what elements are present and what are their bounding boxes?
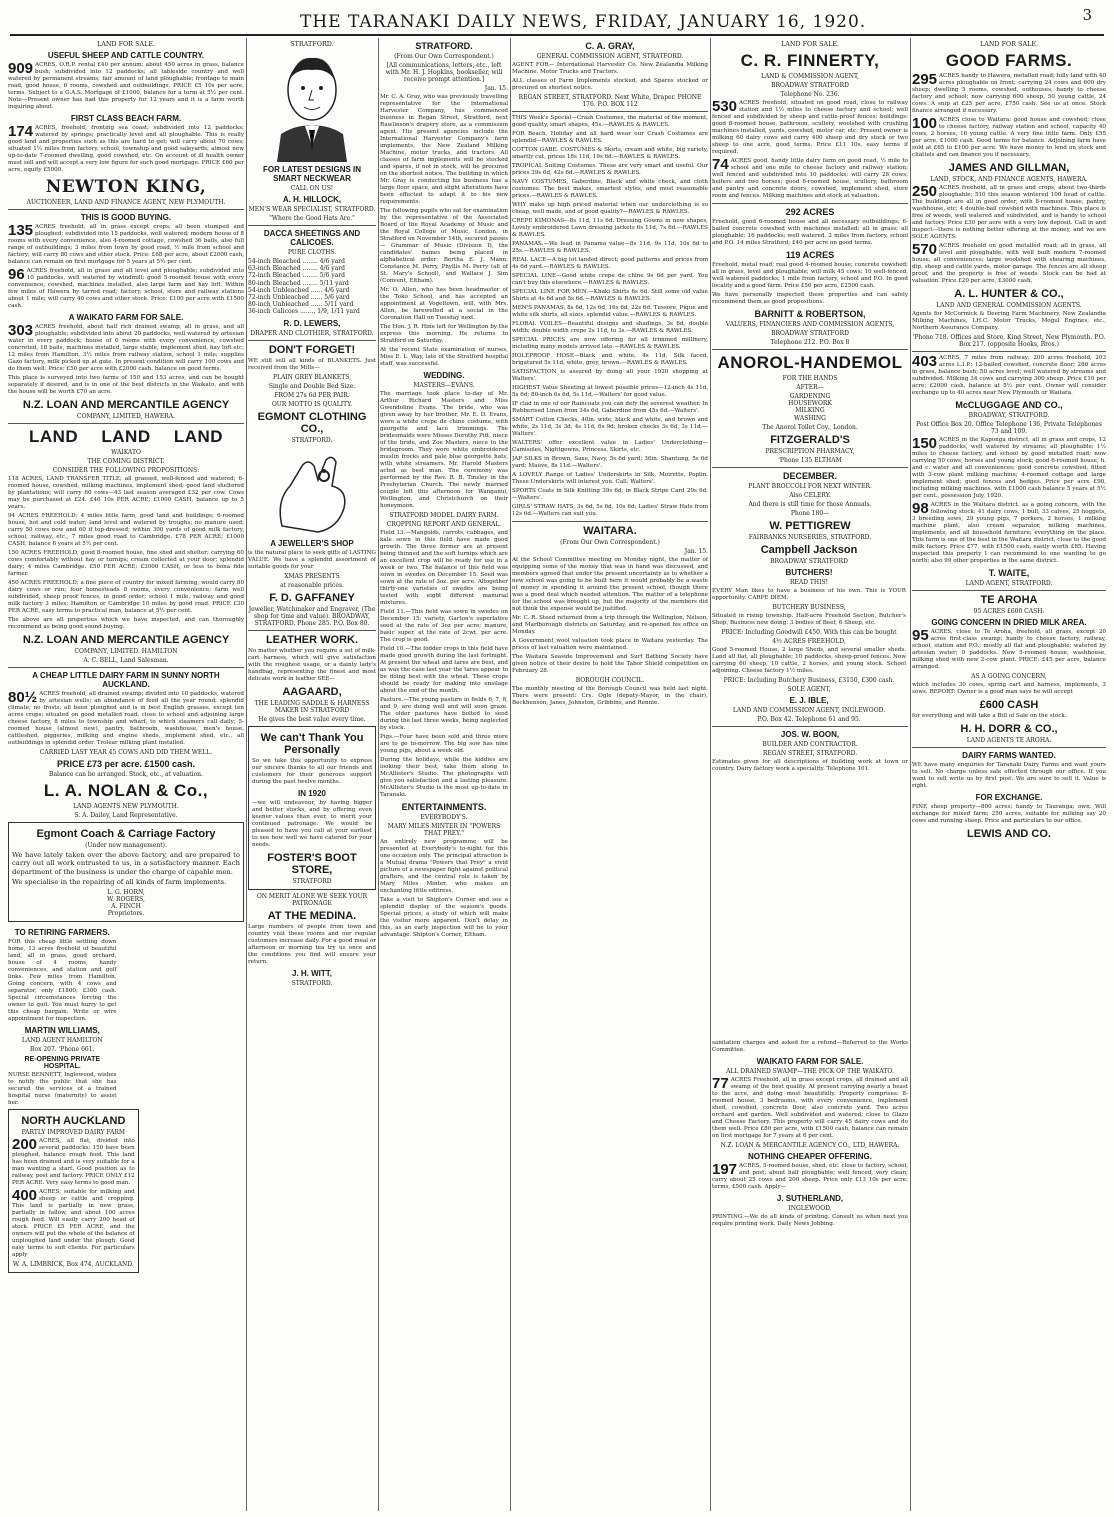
notice: FOR Beach, Holiday and all hard wear our Crash Costumes are splendid—RAWLES & RAWLES. (512, 131, 708, 144)
ad-subtitle: XMAS PRESENTS (284, 572, 340, 580)
divider (512, 111, 708, 112)
agent-subtitle: LAND, STOCK, AND FINANCE AGENTS, HAWERA. (930, 176, 1088, 183)
ad-text: Freehold, metal road; real good 4-roomed house; concrete cowshed; all in grass, level and ploughable; will milk 45 cows; 10 well-fenced, well watered paddocks; 1 mile from factory, school and P.O. In good locality and a good farm. Price £56 per acre, £2500 cash. (712, 262, 908, 289)
ad-text: which includes 30 cows, spring cart and harness, implements, 3 sows. REPORT: Owner is a good man says he will accept (912, 682, 1106, 695)
divider (8, 667, 244, 668)
ad-text: 150 ACRES in the Kaponga district, all in grass and crops, 12 paddocks, well watered by streams; all ploughable; 1½ miles to cheese factory, and school by good metalled road; now carrying 50 cows, horses and young stock; good 6-roomed house, h. and c. water and all conveniences; good concrete cowshed, fitted with 3-cow plant milking machine; 4-roomed cottage and large implement shed; good fences and hedges. Price per acre £90, including milking machines, with £1000 cash balance 5 years at 5½ per cent., possession July, 1920. (912, 435, 1106, 499)
ad-text: 174 ACRES, freehold, fronting sea coast; subdivided into 12 paddocks; watered by springs; practically level and all ploughable. This is really good land and properties such as this are hard to get; will carry about 70 cows; situated 1½ miles from factory, school, township and good saleyards; almost new up-to-date 7-roomed dwelling, good cowshed, etc. On account of ill health owner must sell and will accept a very low figure for such good mortgage. PRICE £60 per acre, equity £5000. (8, 123, 244, 173)
agent-subtitle: VALUERS, FINANCIERS AND COMMISSION AGENTS, (725, 321, 895, 328)
ad-heading: GOOD FARMS. (945, 51, 1073, 70)
agent-name: JOS. W. BOON, (780, 729, 840, 739)
article-paragraph: Pigs.—Four have been sold and three more are to go to-morrow. The big sow has nine young pigs, about a week old. (380, 734, 508, 754)
agent-subtitle: P.O. Box 42. Telephone 61 and 95. (757, 715, 861, 723)
notice: NAVY COSTUMES, Gaberdine, Black and white check, and cloth costumes. The best makes, smartest styles, and most reasonable prices.—RAWLES & RAWLES. (512, 179, 708, 199)
ad-heading: GOING CONCERN IN DRIED MILK AREA. (931, 618, 1087, 627)
ad-text: WE have many enquiries for Taranaki Dairy Farms and want yours to sell. No charge unless sale effected through our office. If you want to sell write us by first post. We are sure to sell it. Value is right. (912, 762, 1106, 789)
ad-text: —we will endeavour, by having bigger and better stocks, and by offering even keener values than ever, to merit your continued patronage. We would be pleased to have you call at your earliest to see how well we have catered for your needs. (252, 799, 372, 848)
ad-text: Good 5-roomed House, 2 large Sheds, and several smaller sheds. Land all flat, all ploughable; 10 paddocks, sheep-proof fences. Now carrying 60 sheep, 10 cattle, 2 horses, and young stock. School adjoining. Cheese factory 1½ miles. (712, 646, 906, 674)
agent-subtitle: BUILDER AND CONTRACTOR. (762, 740, 858, 748)
ad-text: for everything and will take a Bill of Sale on the stock. (912, 713, 1067, 719)
column-divider (378, 38, 379, 1511)
divider (912, 590, 1106, 591)
notice: SATISFACTION is assured by doing all your 1920 shopping at Walters'. (512, 369, 708, 382)
column-divider (246, 38, 247, 1511)
article-paragraph: The marriage took place to-day of Mr. Arthur Richard Masters and Miss Gwendoline Evans. The bride, who was given away by her brother, Mr. E. D. Evans, wore a white crepe de chine costume, with georgette and lace trimmings. The bridesmaids were Misses Dorothy Pitt, niece of the bride, and Zoe Masters, niece to the bridegroom. They wore white embroidered muslin frocks and pale blue georgette hats, with white streamers. Mr. Harold Masters acted as best man. The ceremony was performed by the Rev. R. B. Tinsley in the Presbyterian Church. The newly married couple left this afternoon for Wanganui, Wellington, and Christchurch on their honeymoon. (380, 391, 508, 509)
notice: THIS Week's Special—Crash Costumes, the material of the moment, good quality, smart shapes, 45s.—RAWLES & RAWLES. (512, 115, 708, 128)
agent-subtitle: STRATFORD (292, 877, 332, 885)
notice: SPECIAL PRICES are now offering for all trimmed millinery, including many models arrived late.—RAWLES & RAWLES. (512, 337, 708, 350)
agent-name: T. WAITE, (988, 568, 1030, 578)
column-4 (512, 38, 708, 1513)
ad-text: 530 ACRES freehold, situated on good road, close to railway station and 1½ miles to cheese factory and school; well fenced and subdivided by sheep and cattle-proof fences; buildings: good 8-roomed house, bathroom, scullery, woolshed with crushing machines installed, yards, cowshed, motor car, etc. Present owner is milking 60 dairy cows and carry 400 sheep and dry stock or two sheep to one acre, good terms. Price £11 10s, easy terms if required. (712, 98, 908, 155)
divider (512, 521, 708, 522)
agent-name: Campbell Jackson (760, 543, 858, 556)
ad-subtitle: 95 ACRES £600 CASH. (973, 608, 1045, 615)
notice: SMART Cotton Checks, 40in. wide, black and white, and brown and white, 2s 11d, 3s 3d, 4s 11d, 6s 9d; broken checks 3s 6d, 3s 11d.—Walters'. (512, 417, 708, 437)
note: [All communications, letters, etc., left with Mr. H. J. Hopkins, bookseller, will receive prompt attention.] (385, 62, 503, 83)
dateline: Jan. 15. (684, 548, 708, 555)
section-subheading: CROPPING REPORT AND GENERAL. (386, 521, 502, 528)
column-3 (380, 38, 508, 1513)
agent-name: N.Z. LOAN AND MERCANTILE AGENCY (22, 399, 230, 411)
agent-name: EGMONT CLOTHING CO., (257, 410, 367, 435)
ad-text: No matter whether you require a set of milk-cart harness, which will give satisfaction with the roughest usage, or a dainty lady's handbag, representing the finest and most delicate work in leather SEE— (248, 647, 376, 682)
ad-heading: DAIRY FARMS WANTED. (962, 751, 1056, 760)
ad-heading: LAND LAND LAND (28, 427, 224, 446)
ad-subtitle: READ THIS! (789, 578, 829, 586)
ad-subtitle: Phone 180— (790, 509, 830, 517)
notice: GIRLS' STRAW HATS, 3s 6d, 5s 6d, 10s 6d; Ladies' Straw Hats from 12s 6d.—Walters can suit you. (512, 504, 708, 517)
column-divider (510, 38, 511, 1511)
agent-subtitle: 'Phone 135 ELTHAM (778, 456, 842, 464)
ad-text: 150 ACRES FREEHOLD; good 8-roomed house, fine shed and shelter; carrying 60 cows comfortably without hay or turnips; cream collected at your door; splendid dairy; 4 miles Cambridge. £50 PER ACRE; £3000 CASH, or less to bona fide farmer. (8, 550, 244, 577)
ad-text: WE still sell all kinds of BLANKETS. Just received from the Mills— (248, 357, 376, 371)
agent-subtitle: LAND AND COMMISSION AGENT, INGLEWOOD. (732, 706, 886, 714)
ad-text: So we take this opportunity to express our sincere thanks to all our friends and customers for their generous support during the past twelve months. (252, 757, 372, 785)
agent-subtitle: Telephone 212. P.O. Box 8 (770, 339, 850, 346)
ad-subtitle: ALL DRAINED SWAMP—THE PICK OF THE WAIKATO. (712, 1068, 908, 1075)
ad-text: is the natural place to seek gifts of LASTING VALUE. We have a splendid assortment of suitable goods for your (248, 549, 376, 570)
ad-text: Agents for McCormick & Deering Farm Machinery, New Zealandia Milking Machines, I.H.C. Motor Trucks, Mogul Engines, etc., Northern Assurance Company. (912, 311, 1106, 331)
article-paragraph: The monthly meeting of the Borough Council was held last night. There were present: Crs. Ogle (deputy-Mayor, in the chair), Beckhenson, Janes, Johnston, Gribbins, and Rennie. (512, 686, 708, 706)
ad-text: Estimates given for all descriptions of building work at town or country. Dairy factory work a speciality. Telephone 101. (712, 758, 908, 772)
agent-name: L. A. NOLAN & Co., (43, 781, 209, 800)
article-paragraph: Field 11.—This field was sown in swedes on December 15; variety, Garton's superlative seed at the rate of 3oz per acre; manure, basic super, at the rate of 2cwt. per acre. The crop is good. (380, 609, 508, 643)
ad-subtitle: PLAIN GREY BLANKETS, (272, 373, 352, 381)
ad-subtitle: CALL ON US! (290, 185, 334, 192)
north-auckland-ad (8, 1109, 139, 1273)
article-paragraph: The Waitara Seaside Improvement and Surf Bathing Society have given notice of their desire to hold the Tabor Shield competition on February 28. (512, 654, 708, 674)
ad-subtitle: ON MERIT ALONE WE SEEK YOUR PATRONAGE (256, 892, 368, 907)
section-subheading: MASTERS—EVANS. (413, 382, 475, 389)
ad-note: We have personally inspected these properties and can safely recommend them as good propositions. (712, 292, 908, 305)
agent-subtitle: S. A. Dailey, Land Representative. (74, 812, 178, 819)
notice: MEN'S PANAMAS, 8s 6d, 12s 6d, 16s 6d, 22s 6d. Tussore, Pique and white silk shirts, all sizes, splendid value.—RAWLES & RAWLES. (512, 305, 708, 318)
ad-heading: FOR LATEST DESIGNS IN SMART NECKWEAR (262, 165, 362, 183)
agent-subtitle: LAND AGENT HAMILTON (21, 1037, 103, 1045)
ad-heading: LEATHER WORK. (265, 633, 359, 646)
article-paragraph: Field 10.—The fodder crops in this field have made good growth during the last fortnight. At present the wheat and tares are best, and as was the case last year the tares appear to be doing best with the wheat. These crops should be ready for making into ensilage about the end of the month. (380, 646, 508, 694)
agent-name: R. D. LEWERS, (283, 318, 341, 328)
section-subheading: STRATFORD MODEL DAIRY FARM. (389, 512, 499, 519)
ad-text: EVERY Man likes to have a business of his own. This is YOUR opportunity. CARPE DIEM. (712, 587, 906, 601)
column-1 (8, 38, 244, 1513)
byline: (From Our Own Correspondent.) (560, 539, 660, 546)
ad-text: 95 ACRES, close to Te Aroha, freehold, all grass, except 20 acres first-class swamp; handy to cheese factory, railway, school, station and P.O.; mostly all flat and ploughable; watered by artesian water; 9 paddocks. New 5-roomed house, washhouse, milking shed with new 2-cow plant. PRICE: £45 per acre, balance arranged. (912, 627, 1106, 670)
ad-heading: TE AROHA (980, 594, 1038, 606)
agent-name: FITZGERALD'S (770, 433, 850, 446)
ad-text: PRINTING.—We do all kinds of printing. Consult us when next you require printing work. Daily News Jobbing. (712, 1214, 908, 1227)
notice: WALTERS' offer excellent value in Ladies' Underclothing—Camisoles, Nightgowns, Princess, Skirts, etc. (512, 440, 708, 453)
bottom-ads (8, 925, 244, 1273)
retiring-ad (8, 925, 117, 1109)
ad-text: We have lately taken over the above factory, and are prepared to carry out all work entrusted to us, in a satisfactory manner. Each department of the business is under the charge of capable men. (12, 851, 240, 876)
divider (712, 349, 908, 350)
agent-subtitle: Box 207. 'Phone 661. (30, 1046, 95, 1054)
ad-text: 100 ACRES close to Waitara; good house and cowshed; close to cheese factory, railway station and school, capacity 40 cows, 2 horses, 16 young cattle. A very fine little farm. Only £55 per acre, £1000 cash. Good terms for balance. Adjoining farm have sold at £65 to £100 per acre. We have money to lend on stock and chattels and can finance you if necessary. (912, 115, 1106, 158)
section-caption: STRATFORD. (290, 40, 334, 48)
agent-name: W. PETTIGREW (769, 519, 851, 532)
section-subheading: BOROUGH COUNCIL. (575, 677, 645, 684)
ad-text: 135 ACRES freehold, all in grass except crops; all been stumped and ploughed; subdivided into 15 paddocks, well watered; modern house of 8 rooms with every convenience, also 4-roomed cottage, cowshed 36 bails, also full range of outbuildings; 3 miles from town by good road, ½ mile from school and factory; will carry 80 cows and other stock. Price: £68 per acre, about £2000 cash, balance can remain on first mortgage for 5 years at 5½ per cent. (8, 222, 244, 265)
ad-text: 77 ACRES Freehold, all in grass except crops, all drained and all swamp of the best quality. At present carrying nearly a beast to the acre, and doing most beautifully. Property comprises: 8-roomed house, 3 bedrooms, with every convenience, implement shed, cowshed, concrete floor, also concrete yard. Two acres orchard and garden. Well subdivided and watered; close to Glazo and Cheese Factory. This property will carry 45 dairy cows and do them well. Price £80 per acre, with £1500 cash, balance can remain on first mortgage for 7 years at 6 per cent. (712, 1075, 908, 1139)
ad-subtitle: FROM 27s 6d PER PAIR. (274, 391, 350, 399)
agent-name: E. J. IBLE, (789, 695, 829, 705)
ad-subtitle: PRICE: Including Goodwill £450. With this can be bought (721, 628, 897, 636)
ad-subtitle: Balance can be arranged. Stock, etc., at valuation. (49, 771, 203, 778)
ad-heading: DACCA SHEETINGS AND CALICOES. (263, 229, 361, 247)
ad-heading: NORTH AUCKLAND (21, 1115, 126, 1128)
ad-text: 197 ACRES, 5-roomed house, shed, etc. close to factory, school, and post; about half ploughable; well fenced, very clean; carry about 25 cows and 200 sheep. Price only £13 10s per acre; terms, £500 cash. Apply— (712, 1161, 908, 1190)
section-caption: LAND FOR SALE. (979, 40, 1039, 48)
ad-subtitle: PURE CLOTHS. (287, 249, 337, 256)
ad-text: 96 ACRES freehold, all in grass and all level and ploughable; subdivided into 10 paddocks, well watered by windmill; good 5-roomed house with every convenience, cowshed, machines installed, also large farm and hay loft. Within few miles of Hawera by tarred road; factory, school, store and railway stations about 1 mile; will carry 40 cows and other stock. Price: £100 per acre with £1500 cash. (8, 266, 244, 309)
divider (8, 423, 244, 424)
ad-subtitle: at reasonable prices. (280, 581, 344, 589)
article-paragraph: Mr. O. Allen, who has been headmaster of the Toko School, and has accepted an appointment at Vogeltown, will, with Mrs. Allen, be farewelled at a social in the Coronation Hall on Tuesday next. (380, 287, 508, 321)
article-paragraph: Pasture.—The young pasture in fields 6, 7, 8, and 9, are doing well and will soon graze. The older pastures have bolted to seed during the last three weeks, being neglected by stock. (380, 697, 508, 731)
agent-address: REGAN STREET, STRATFORD. Next White, Draper. PHONE 176. P.O. BOX 112 (518, 94, 702, 108)
section-heading: ENTERTAINMENTS. (401, 802, 487, 812)
divider (248, 225, 376, 226)
ad-text: 303 ACRES freehold, about half rich drained swamp, all in grass, and all ploughable; subdivided into about 20 paddocks, well watered by artesian water in every paddock; house of 6 rooms with every convenience, cowshed concreted, 18 bails, machines installed, large stable, implement shed, hay loft etc; 12 miles from Hamilton, 3½ miles from railway station, school 1 mile; supplies Gazo factory, milk picked up at gate. In present condition will carry 100 cows and do them well. Price: £50 per acre with £2000 cash, balance on good terms. (8, 322, 244, 372)
ad-subtitle: PLANT BROCCOLI FOR NEXT WINTER. (748, 482, 872, 490)
divider (712, 467, 908, 468)
column-6-lower (712, 544, 906, 723)
ad-heading: TO RETIRING FARMERS. (14, 928, 110, 938)
agent-name: McCLUGGAGE AND CO., (955, 400, 1063, 410)
byline: (From Our Own Correspondent.) (394, 53, 494, 60)
agent-subtitle: "Where the Good Hats Are." (269, 215, 355, 222)
agent-subtitle: BROADWAY STRATFORD (770, 557, 848, 565)
agent-subtitle: BROADWAY, STRATFORD. (968, 412, 1050, 419)
ad-subtitle: (Under new management). (85, 842, 167, 849)
divider (712, 203, 908, 204)
column-divider (910, 38, 911, 1511)
price-line: £600 CASH (979, 699, 1039, 711)
ad-heading: A JEWELLER'S SHOP (270, 538, 354, 548)
ad-subtitle: SOLE AGENT, (787, 685, 831, 693)
agent-subtitle: FAIRBANKS NURSERIES, STRATFORD. (748, 533, 872, 541)
agent-subtitle: LAND AGENTS TE AROHA. (966, 737, 1052, 744)
ad-text: AGENT FOR— International Harvester Co. New Zealandia Milking Machine. Motor Trucks and Tractors. (512, 62, 708, 75)
section-caption: LAND FOR SALE. (96, 40, 156, 48)
agent-subtitle: STRATFORD. (291, 436, 333, 444)
ad-subtitle: OUR MOTTO IS QUALITY. (271, 400, 353, 408)
ad-subtitle: CARRIED LAST YEAR 45 COWS AND DID THEM WELL. (39, 749, 213, 756)
section-heading: WAITARA. (583, 525, 637, 537)
agent-subtitle: REGAN STREET, STRATFORD. (762, 749, 858, 757)
ad-subtitle: AFTER— (796, 384, 824, 391)
agent-subtitle: COMPANY, LIMITED. HAMILTON (74, 648, 178, 655)
divider (248, 630, 376, 631)
article-paragraph: sanitation charges and asked for a refund—Referred to the Works Committee. (712, 1040, 908, 1053)
ad-text: 98 ACRES in the Waitara district, as a going concern, with the following stock: 41 dairy cows, 1 bull, 33 calves, 25 hoggets, 3 breeding sows, 29 young pigs, 7 porkers, 2 horses, 1 milking machine plant, also cream separator, milking machines, implements, and all household furniture; everything on the place. This farm is one of the best in the Waitara district, close to the good milk factory. Price £77, with £1500 cash, easily worth £85. Having inspected this property I can recommend to one wanting to go north; also 99 other properties in the same district. (912, 500, 1106, 564)
column-divider (710, 38, 711, 1511)
notice: HOLEPROOF HOSE—Black and white, 4s 11d, Silk faced, brigatured 5s 11d, white, grey, brown.—RAWLES & RAWLES. (512, 353, 708, 366)
cloth-price-list: 54-inch Bleached ........ 4/6 yard 63-inch Bleached ........ 4/6 yard 72-inch Bleached ........ 5/6 yard 80-inch Bleached ........ 5/11 yard 54-inch Unbleached ...... 4/6 yard 72-inch Unbleached ...... 5/6 yard 80-inch Unbleached ...... 5/11 yard 36-inch Calicoes ........ 1/9, 1/11 yard (248, 258, 360, 316)
article-paragraph: The Hon. J. R. Hine left for Wellington by the express this morning. He returns to Stratford on Saturday. (380, 324, 508, 344)
ad-note: The above are all properties which we have inspected, and can thoroughly recommend as being good sound buying. (8, 617, 244, 630)
page-number: 3 (1082, 6, 1092, 24)
ad-text: 400 ACRES, suitable for milking and sheep or cattle and cropping. This land is partially in new grass, partially in fallow, and about 100 acres rough feed. Will easily carry 200 head of stock. PRICE £5 PER ACRE, and the owners will put the whole of the balance of unploughed land under the plough. Good easy terms to suit clients. For particulars apply (12, 1187, 135, 1259)
masthead (0, 4, 1114, 32)
ad-subtitle: THE COMING DISTRICT. (87, 458, 165, 465)
agent-subtitle: GENERAL COMMISSION AGENT, STRATFORD. (536, 53, 684, 60)
notice: WHY make up high priced material when our underclothing is so cheap, well made, and of good quality?—RAWLES & RAWLES. (512, 202, 708, 215)
agent-name: J. SUTHERLAND, (712, 1194, 908, 1203)
ad-text: NURSE BENNETT, Inglewood, wishes to notify the public that she has secured the services of a trained hospital nurse (maternity) to assist her. (8, 1072, 117, 1107)
agent-name: F. D. GAFFANEY (269, 591, 355, 604)
agent-name: AAGAARD, (282, 685, 342, 698)
ad-text: 909 ACRES, O.R.P. rental £40 per annum; about 450 acres in grass, balance bush; subdivided into 12 paddocks; all tableside country and well watered by permanent streams; fair amount of land ploughable; frontage to main road, good house, 6 rooms, cowshed and outbuildings. PRICE £5 10s per acre, terms. Subject to a G.A.S. Mortgage of £1000, balance for a term at 5½ per cent. Note—Present owner has had this property for 12 years and it is a farm worth inquiring about. (8, 60, 244, 110)
agent-name: BARNITT & ROBERTSON, (754, 309, 866, 319)
divider (248, 340, 376, 341)
article-paragraph: Mr. C. A. Gray, who was previously travelling representative for the International Harvester Company, has commenced business in Regan Street, Stratford, next Rawlinson's drapery store, as a commission agent. His present agencies include the International Harvester Company's farm implements, the New Zealand Milking Machine, motor trucks, and tractors. All classes of farm implements will be stocked and spares, if not in stock, will be procured on the shortest notice. The building in which Mr. Gray is conducting his business has a large floor space, and slight alterations have been effected to adapt it to his new requirements. (380, 94, 508, 205)
notice: JAP SILKS in Brown, Saxe, Navy, 5s 6d yard; 36in. Shantung, 5s 6d yard; Mauve, 8s 11d.—Walters'. (512, 456, 708, 469)
agent-subtitle: INGLEWOOD. (712, 1205, 908, 1212)
ad-heading: ANOROL-HANDEMOL (717, 353, 903, 372)
divider (8, 209, 244, 210)
ad-text: 74 ACRES good, handy little dairy farm on good road, ½ mile to school and one mile to cheese factory and railway station; well fenced and subdivided into 10 paddocks; will carry 28 cows; heifers and two horses; good 6-roomed house, scullery, bathroom and pantry and concrete doors, cowshed, implement shed, store room and fences. Milking machines and stock at valuation. (712, 156, 908, 199)
section-caption: LAND FOR SALE. (780, 40, 840, 48)
ad-text: ALL classes of Farm Implements stocked, and Spares stocked or procured on shortest notice. (512, 78, 708, 91)
agent-name: W. A. LIMBRICK, Box 474, AUCKLAND. (12, 1261, 134, 1269)
article-paragraph: At the recent State examination of nurses, Miss E. L. Way, late of the Stratford hospital staff, was successful. (380, 347, 508, 367)
article-paragraph: During the holidays, while the kiddies are looking their best, take them along to McAllister's Studio. The photographs will give you satisfaction and a lasting pleasure. McAllister's Studio is the most up-to-date in Taranaki. (380, 757, 508, 798)
ad-heading: WAIKATO FARM FOR SALE. (712, 1057, 908, 1066)
column-2 (248, 38, 376, 1513)
notice: SPECIAL LINE—Good white crepe de chine 9s 6d per yard. You can't buy this elsewhere.—RAWLES & RAWLES. (512, 273, 708, 286)
agent-subtitle: STRATFORD. (291, 979, 333, 987)
ad-heading: USEFUL SHEEP AND CATTLE COUNTRY. (47, 51, 205, 60)
agent-subtitle: MEN'S WEAR SPECIALIST, STRATFORD. (248, 206, 376, 213)
drapery-notices (512, 115, 708, 518)
ad-text: FOR this cheap little settling down home, 13 acres freehold of beautiful land, all in grass, good orchard, house of 4 rooms, handy conveniences, and station and golf links. Few miles from Hamilton. Going concern, with 4 cows and separator, only £1800; £300 cash. Special circumstances forcing the owner to quit. You must hurry to get this cheap bargain. Write or wire appointment for inspection. (8, 939, 117, 1023)
ad-subtitle: BUTCHERY BUSINESS, (772, 603, 846, 611)
ad-heading: FOR EXCHANGE. (975, 793, 1043, 802)
foster-boot-ad (248, 726, 376, 890)
price-line: PRICE £73 per acre. £1500 cash. (56, 759, 196, 769)
ad-text: 200 ACRES, all flat, divided into several paddocks; 150 have been ploughed, balance rough feed. This land has been drained and is very suitable for a man wanting a start. Good position as to railway, post and factory. PRICE ONLY £12 PER ACRE. Very easy terms to good man. (12, 1136, 135, 1187)
agent-subtitle: LAND & COMMISSION AGENT, (760, 73, 860, 80)
notice: IF clad in one of our Raincoats you can defy the severest weather. In Rubberised Linen from 34s 6d, Gaberdine from 45s 6d.—Walters'. (512, 401, 708, 414)
article-paragraph: Take a visit to Shipton's Corner and see a splendid display of the season's goods. Special prices, a study of which will make the visitor more apparent. Don't delay in this, as an early inspection will be to your advantage. Shipton's Corner, Eltham. (380, 897, 508, 938)
section-heading: STRATFORD. (415, 41, 473, 51)
agent-name: C. R. FINNERTY, (740, 51, 880, 70)
agent-name: N.Z. LOAN AND MERCANTILE AGENCY (22, 634, 230, 646)
divider (912, 351, 1106, 352)
agent-name: NEWTON KING, (45, 177, 207, 197)
ad-note: This place is surveyed into two farms of 150 and 153 acres, and can be bought separately if desired, and is in one of the best districts in the Waikato, and with the house will be worth £70 an acre. (8, 375, 244, 395)
column-5-lower (712, 1040, 908, 1513)
notice: SPECIAL LINE FOR MEN.—Khaki Shirts 6s 6d. Still some old value Shirts at 4s 6d and 5s 6d.—RAWLES & RAWLES. (512, 289, 708, 302)
notice: REAL LACE—A big lot landed direct; good patterns and prices from 4s 6d yard.—RAWLES & RAWLES. (512, 257, 708, 270)
ad-text: 570 ACRES freehold on good metalled road; all in grass, all level and ploughable, with well built modern 7-roomed house, all conveniences; large woolshed with shearing machines, dip, sheep and cattle yards, motor garage. The fences are all sheep proof, and the property is free of weeds. Stock can be had at valuation. Price £20 per acre, £3000 cash. (912, 241, 1106, 284)
ad-subtitle: PARTLY IMPROVED DAIRY FARM (21, 1129, 126, 1137)
ad-subtitle: The Anorol Toilet Coy., London. (762, 423, 858, 431)
ad-heading: 119 ACRES (785, 250, 835, 260)
masthead-title: THE TARANAKI DAILY NEWS, FRIDAY, JANUARY 16, 1920. (300, 12, 867, 32)
man-portrait-illustration (267, 50, 357, 162)
ad-text: 94 ACRES FREEHOLD; 4 miles little farm, good land and buildings; 6-roomed house, hot and cold water; land level and watered by troughs; no manure used; carry 50 cows now and 60 if top-dressed; within 300 yards of good milk factory, school, railway, etc., 7 miles good road to Cambridge. £78 PER ACRE; £1000 CASH, balance 6 years at 5½ per cent. (8, 513, 244, 547)
article-paragraph: A Government wool valuation took place in Waitara yesterday. The prices of last valuation were maintained. (512, 638, 708, 651)
agent-subtitle: Telephone No. 236. (780, 91, 840, 98)
notice: SPORTS Coats in Silk Knitting 39s 6d; in Black Stripe Card 29s 6d.—Walters'. (512, 488, 708, 501)
article-paragraph: An entirely new programme will be presented at Everybody's to-night for this one occasion only. The principal attraction is a Mutual drama "Powers that Prey" a vivid picture of a newspaper fight against political grafters, and the central role is taken by Mary Miles Minter, who makes an enchanting little editress. (380, 839, 508, 894)
notice: HIGHEST Value Sheeting at lowest possible prices—12-inch 4s 11d, 5s 6d; 80-inch 6s 6d, 5s 11d.—Walters' for good value. (512, 385, 708, 398)
section-heading: WEDDING. (423, 371, 465, 380)
ad-text: 250 ACRES freehold, all in grass and crops, about two-thirds ploughable; 510 this season wintered 100 head of cattle. The buildings are all in good order, with 8-roomed house, pantry, washhouse, etc; 4 double-bail cowshed with machines. This place is free of weeds, well watered and subdivided, and is handy to school and factory. Price £30 per acre with a very low deposit. Call in and inspect—there is nothing better offering at the money, and we are SOLE AGENTS. (912, 183, 1106, 240)
ad-text: 295 ACRES handy to Hawera, metalled road; hilly land with 40 acres ploughable on front; carrying 24 cows and 600 dry sheep; dwelling 5 rooms, cowshed, outhouses, handy to cheese factory and school; now carrying 600 sheep, 50 young cattle, 24 cows. A snip at £25 per acre, £750 cash. See us at once. Stock finance arranged if necessary. (912, 71, 1106, 114)
ad-text: We specialise in the repairing of all kinds of farm implements. (12, 878, 227, 887)
ad-heading: A CHEAP LITTLE DAIRY FARM IN SUNNY NORTH AUCKLAND. (32, 671, 220, 689)
divider (712, 726, 908, 727)
notice: CREPE KIMONAS—8s 11d, 11s 6d. Dressing Gowns in new shapes, Lovely embroidered Lawn dressing jackets 6s 11d, 7s 6d.—RAWLES & RAWLES. (512, 218, 708, 238)
article-paragraph: Mr. C. R. Steed returned from a trip through the Wellington, Nelson, and Marlborough districts on Saturday, and re-opened his office on Monday. (512, 615, 708, 635)
agent-subtitle: LAND AGENTS NEW PLYMOUTH. (73, 803, 179, 810)
notice: A LOVELY Range of Ladies' Underskirts in Silk, Moirette, Poplin. These Underskirts will interest you. Call. Walters'. (512, 472, 708, 485)
agent-subtitle: THE LEADING SADDLE & HARNESS MAKER IN STRATFORD (254, 699, 370, 714)
ad-text: 118 ACRES, LAND TRANSFER TITLE; all grassed, well-fenced and watered; 6-roomed house, cowshed, milking machines, implement shed; good land sheltered by plantations; will carry 60 cows—43 last season averaged £32 per cow. Cows may be purchased at £24. £46 10s PER ACRE; £1000 CASH, balance up to 5 years. (8, 476, 244, 510)
ad-heading: 292 ACRES (785, 207, 835, 217)
masthead-rule (10, 34, 1104, 36)
agent-subtitle: Jeweller, Watchmaker and Engraver, (The shop for time and value). BROADWAY, STRATFORD. Phone 285. P.O. Box 80. (248, 605, 376, 627)
agent-subtitle: BROADWAY STRATFORD (771, 82, 849, 89)
ad-heading: FIRST CLASS BEACH FARM. (70, 114, 182, 123)
ad-text: Large numbers of people from town and country visit these rooms and our regular customers increase daily. For a good meal or afternoon or morning tea try us once and the conditions you find will ensure your return. (248, 923, 376, 965)
agent-subtitle: AUCTIONEER, LAND AND FINANCE AGENT, NEW PLYMOUTH. (26, 199, 226, 206)
anorol-uses: GARDENING HOUSEWORK MILKING WASHING (788, 393, 832, 422)
signatories: L. G. HORN, W. ROGERS, A. FINCH Proprietors. (107, 888, 145, 918)
ad-heading: NOTHING CHEAPER OFFERING. (712, 1152, 908, 1161)
ad-subtitle: Single and Double Bed Size. (268, 382, 356, 390)
agent-subtitle: DRAPER AND CLOTHIER, STRATFORD. (250, 329, 374, 337)
ad-subtitle: Also CELERY. (789, 491, 831, 499)
ad-heading: AT THE MEDINA. (267, 909, 357, 922)
agent-subtitle: He gives the best value every time. (258, 715, 366, 723)
agent-name: A. H. HILLOCK, (282, 195, 342, 204)
agent-subtitle: COMPANY, LIMITED, HAWERA. (76, 413, 175, 420)
agent-name: J. H. WITT, (292, 968, 332, 978)
ad-text: 80½ ACRES freehold, all drained swamp; divided into 10 paddocks, watered by artesian wells; an abundance of feed all the year round; splendid climate; no frosts; all been ploughed and is in best English grasses, except ten acres crops; situated on good metalled road, close to school and adjoining large cheese factory, 8 miles to township and wharf, to which steamers call daily; 5-roomed house (almost new), pantry, bathroom, washhouse, men's house, cattleshed, piggeries, milking and engine sheds, implement shed, etc., all outbuildings in splendid order. Trolear milking plant installed. (8, 689, 244, 746)
ad-heading: A WAIKATO FARM FOR SALE. (68, 313, 184, 322)
agent-subtitle: PRESCRIPTION PHARMACY, (765, 447, 855, 455)
notice: PANAMAS.—We lead in Panama value—8s 11d, 9s 11d, 10s 6d to 25s.—RAWLES & RAWLES. (512, 241, 708, 254)
ad-subtitle: And there is still time for those Annuals. (748, 500, 872, 508)
ad-heading: DECEMBER. (782, 470, 837, 481)
ad-heading: BUTCHERS! (785, 567, 833, 577)
ad-text: Freehold, good 6-roomed house and all necessary outbuildings; 6-bailed concrete cowshed with machines installed; all in grass; all ploughable; 16 paddocks; well watered. 2 miles from factory, school and P.O. 14 miles Stratford; £40 per acre on good terms. (712, 219, 908, 246)
ad-heading: THIS IS GOOD BUYING. (80, 213, 172, 222)
ad-subtitle: 4½ ACRES FREEHOLD, (772, 637, 846, 645)
ad-subtitle: AS A GOING CONCERN, (971, 673, 1047, 680)
ad-subtitle: WAIKATO (111, 449, 141, 456)
ad-heading: Egmont Coach & Carriage Factory (36, 828, 216, 840)
ad-text: Situated in rising township. Half-acre Freehold Section, Butcher's Shop, Business now doing: 3 bodies of Beef, 6 Sheep, etc. (712, 612, 906, 626)
ad-heading: IN 1920 (297, 788, 327, 798)
agent-name: MARTIN WILLIAMS, (24, 1026, 100, 1036)
egmont-coach-ad (8, 822, 244, 922)
article-paragraph: Field 13.—Mangolds, carrots, cabbages, and kale sown in this field have made good growth. The three former are at present being thinned and the soft turnips which are an excellent crop will be ready for use in a week or two. The balance of this field was sown in swedes on December 15. Seed was sown at the rate of 3oz. per acre. Altogether thirty-one varieties of swedes are being tested with eight different manurial mixtures. (380, 530, 508, 606)
notice: TROPICAL Suiting Costumes. These are very smart and useful. Our prices 39s 6d, 42s 6d.—RAWLES & RAWLES. (512, 163, 708, 176)
ad-text: 450 ACRES FREEHOLD; a fine piece of country for mixed farming, would carry 80 dairy cows or run; four homesteads 8 rooms, every convenience; farm well subdivided, sheep proof fences, in good order; school 1 mile, railway and good milk factory 3 miles; Hamilton or Cambridge 10 miles by good road. PRICE £30 PER ACRE, easy terms to practical man, balance at 5½ per cent. (8, 580, 244, 614)
agent-subtitle: A. C. BELL, Land Salesman. (83, 657, 169, 664)
ad-heading: We can't Thank You Personally (260, 731, 364, 756)
agent-subtitle: LAND AND GENERAL COMMISSION AGENTS. (936, 302, 1082, 309)
notice: COTTON GABE. COSTUMES & Skirts, cream and white, big variety, smartly cut, prices 18s 11d, 19s 6d.—RAWLES & RAWLES. (512, 147, 708, 160)
article-paragraph: At the School Committee meeting on Monday night, the matter of equipping some of the money that was in hand was discussed, and members agreed that under the present uncertainty as to whether a new school was going to be built here it would probably be a waste of money in spending it around the present school, though there was a good deal which needed attention. The matter of a telephone for the school was brought up, but the majority of the members did not think the expense would be justified. (512, 557, 708, 612)
agent-name: C. A. GRAY, (585, 41, 635, 51)
agent-name: N.Z. LOAN & MERCANTILE AGENCY CO., LTD, HAWERA. (712, 1142, 908, 1149)
agent-address: 'Phone 718. Offices and Store, King Street, New Plymouth. P.O. Box 217. (opposite Hooks, Bros.) (912, 334, 1106, 348)
ad-heading: DON'T FORGET! (268, 343, 356, 356)
ad-subtitle: FOR THE HANDS (782, 375, 838, 382)
ad-heading: RE-OPENING PRIVATE HOSPITAL. (24, 1056, 101, 1071)
agent-name: LEWIS AND CO. (967, 828, 1051, 840)
divider (912, 747, 1106, 748)
agent-name: A. L. HUNTER & CO., (954, 288, 1064, 300)
notice: FLORAL VOILES—Beautiful designs and shadings, 3s 6d, double width; double width crepe 2s 11d, to 3s.—RAWLES & RAWLES. (512, 321, 708, 334)
ad-subtitle: CONSIDER THE FOLLOWING PROPOSITIONS: (52, 467, 200, 474)
agent-subtitle: LAND AGENT, STRATFORD. (965, 580, 1053, 587)
agent-name: H. H. DORR & CO., (960, 723, 1058, 735)
section-subheading: MARY MILES MINTER IN "POWERS THAT PREY." (387, 823, 501, 837)
hand-with-ring-illustration (262, 446, 362, 536)
ad-text: 403 ACRES, 7 miles from railway; 200 acres freehold, 203 acres L.I.P.; 12-bailed cowshed, concrete floor; 280 acres in grass, balance bush; 50 acres level; well watered by streams and subdivided. Milking 34 cows and carrying 300 sheep. Price £10 per acre; £2000 cash, balance at 5½ per cent. Owner will consider exchange up to 40 acres near New Plymouth or Waitara. (912, 353, 1106, 396)
agent-name: JAMES AND GILLMAN, (948, 162, 1070, 174)
ad-text: FINE sheep property—800 acres; handy to Tauranga; own. Will exchange for mixed farm; 250 acres, suitable for milking say 20 cows and running sheep. Price and particulars to our office. (912, 804, 1106, 824)
article-paragraph: The following pupils who sat for examination by the representative of the Associated Board of the Royal Academy of Music and the Royal College of Music, London, in Stratford on November 14th, secured passes — Grammar of Music (Division I), the candidates' names being placed in alphabetical order: Bertha E. J. Mann, Constance M. Perry, Phyllis M. Perry (all of St. Mary's School), and Wallace J. Sim (Convent, Eltham). (380, 208, 508, 284)
column-6 (912, 38, 1106, 1513)
agent-subtitle: BROADWAY STRATFORD (771, 330, 849, 337)
ad-subtitle: PRICE: Including Butchery Business, £3150, £300 cash. (723, 676, 895, 684)
dateline: Jan. 15. (484, 85, 508, 92)
section-subheading: EVERYBODY'S. (420, 814, 468, 821)
agent-name: FOSTER'S BOOT STORE, (267, 851, 357, 876)
agent-subtitle: Post Office Box 20. Office Telephone 136, Private Telephones 73 and 109. (916, 421, 1102, 435)
